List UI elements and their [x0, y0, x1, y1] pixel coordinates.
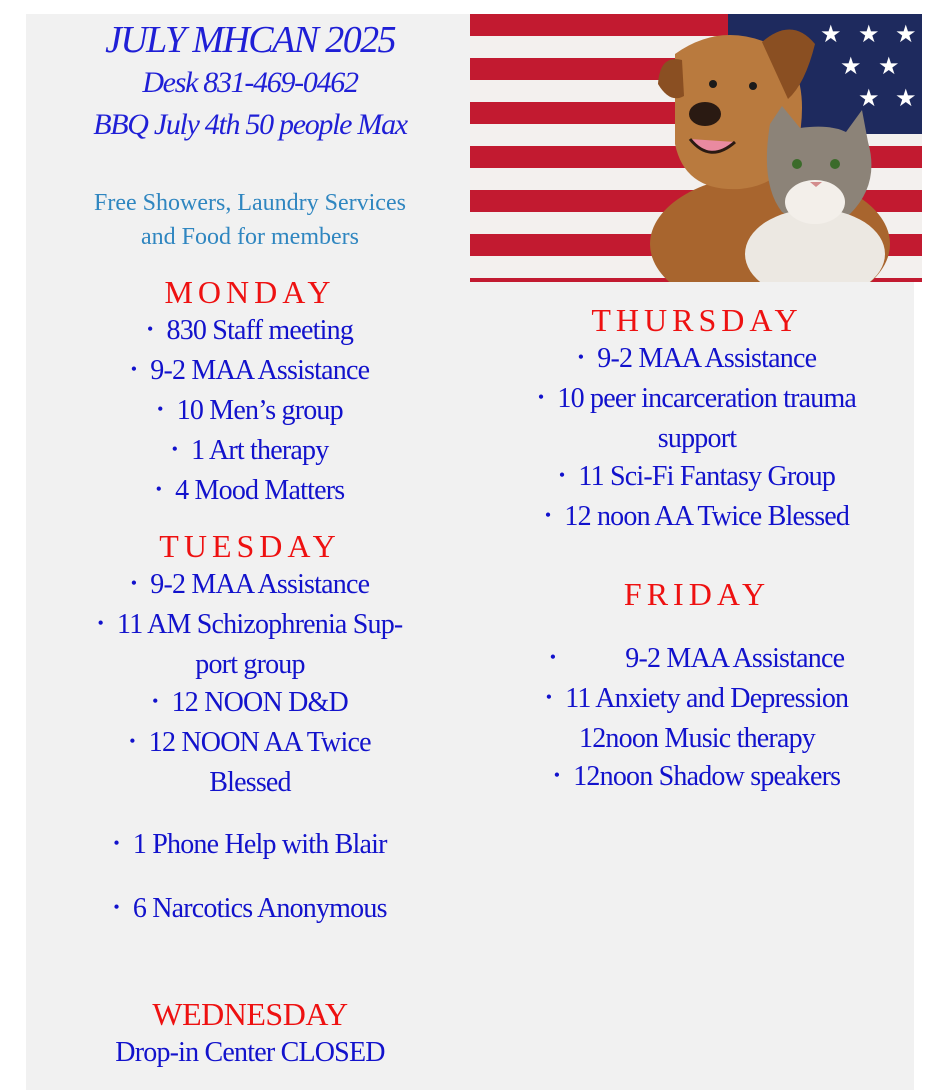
list-item: • 10 peer incarceration trauma [537, 383, 857, 414]
list-item: • 11 AM Schizophrenia Sup- [97, 609, 403, 640]
free-services-note [26, 186, 474, 254]
svg-text:★: ★ [858, 20, 880, 48]
list-item: • 1 Art therapy [171, 435, 329, 466]
list-item-continuation: port group [195, 649, 305, 680]
bbq-notice: BBQ July 4th 50 people Max [93, 108, 407, 141]
tuesday-section [26, 526, 474, 930]
list-item: • 12 noon AA Twice Blessed [544, 501, 850, 532]
tuesday-list [26, 566, 474, 930]
list-item: • 10 Men’s group [157, 395, 343, 426]
free-services-line-1: Free Showers, Laundry Services [94, 190, 406, 216]
svg-text:★: ★ [895, 20, 917, 48]
thursday-heading: THURSDAY [591, 302, 803, 338]
list-item: • 4 Mood Matters [155, 475, 345, 506]
free-services-line-2: and Food for members [141, 224, 359, 250]
monday-list [26, 312, 474, 512]
list-item: • 6 Narcotics Anonymous [113, 893, 387, 924]
list-item: • 830 Staff meeting [146, 315, 354, 346]
list-item-continuation: Blessed [209, 767, 291, 798]
list-item: • 9-2 MAA Assistance [549, 643, 845, 674]
svg-text:★: ★ [840, 52, 862, 80]
desk-phone: Desk 831-469-0462 [142, 66, 358, 99]
friday-section [470, 574, 924, 798]
tuesday-heading: TUESDAY [159, 528, 341, 564]
list-item: • 12 NOON AA Twice [129, 727, 371, 758]
left-column [26, 18, 474, 1072]
list-item: • 12noon Shadow speakers [553, 761, 841, 792]
list-item: • 9-2 MAA Assistance [577, 343, 817, 374]
wednesday-section [26, 994, 474, 1072]
thursday-section [470, 300, 924, 538]
list-item-continuation: 12noon Music therapy [579, 723, 815, 754]
svg-text:★: ★ [820, 20, 842, 48]
thursday-list [470, 340, 924, 538]
friday-heading: FRIDAY [623, 576, 771, 612]
list-item: • 11 Sci-Fi Fantasy Group [558, 461, 836, 492]
list-item: • 12 NOON D&D [152, 687, 348, 718]
dog-cat-flag-photo [470, 14, 922, 282]
flyer-title: JULY MHCAN 2025 [105, 19, 395, 61]
wednesday-heading: WEDNESDAY [152, 996, 348, 1032]
list-item: • 11 Anxiety and Depression [545, 683, 849, 714]
monday-section [26, 272, 474, 512]
friday-list [470, 640, 924, 798]
monday-heading: MONDAY [164, 274, 336, 310]
list-item: • 9-2 MAA Assistance [130, 569, 370, 600]
svg-text:★: ★ [858, 84, 880, 112]
list-item-continuation: support [657, 423, 737, 454]
right-column [470, 300, 924, 798]
svg-text:★: ★ [895, 84, 917, 112]
flag-photo-illustration [470, 14, 922, 282]
list-item: • 1 Phone Help with Blair [113, 829, 387, 860]
svg-text:★: ★ [878, 52, 900, 80]
wednesday-closed-note: Drop-in Center CLOSED [115, 1037, 385, 1068]
list-item: • 9-2 MAA Assistance [130, 355, 370, 386]
